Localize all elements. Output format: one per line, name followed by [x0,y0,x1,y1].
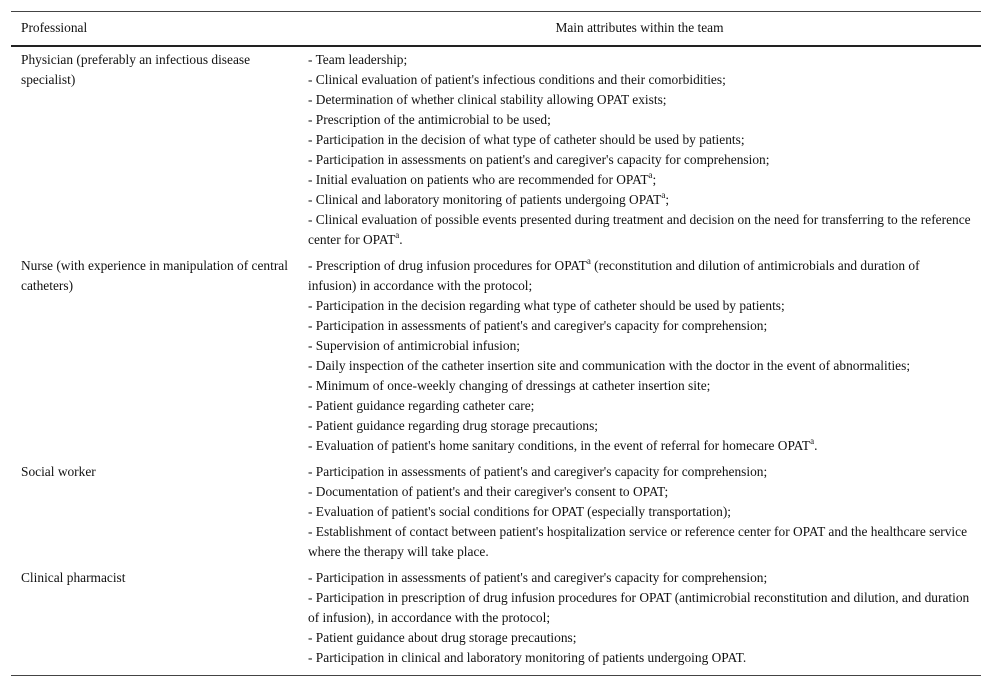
attribute-item [308,150,971,170]
attribute-item [308,170,971,190]
attribute-item [308,396,971,416]
attribute-text: - Team leadership; [308,52,408,67]
attribute-item [308,416,971,436]
attribute-item [308,502,971,522]
attributes-cell [298,565,981,676]
footnote-marker: a [395,229,400,240]
table-row [11,46,981,253]
attribute-text: - Prescription of the antimicrobial to be used; [308,112,551,127]
attribute-item [308,90,971,110]
attributes-cell [298,253,981,459]
attribute-text-suffix: (reconstitution and dilution of antimicrobials and duration of infusion) in accordance with the protocol; [308,258,920,293]
attribute-item [308,210,971,250]
attributes-table-container [11,11,981,676]
attribute-item [308,522,971,562]
attribute-text: - Participation in assessments of patient's and caregiver's capacity for comprehension; [308,570,768,585]
attribute-item [308,316,971,336]
attribute-item [308,568,971,588]
attribute-text: - Daily inspection of the catheter insertion site and communication with the doctor in the event of abnormalities; [308,358,911,373]
footnote-marker: a [810,435,815,446]
attribute-item [308,70,971,90]
attribute-text: - Participation in prescription of drug infusion procedures for OPAT (antimicrobial reconstitution and dilution, and duration of infusion), in accordance with the protocol; [308,590,970,625]
header-professional: Professional [11,12,298,47]
attribute-text: - Clinical and laboratory monitoring of patients undergoing OPAT [308,192,662,207]
table-body [11,46,981,676]
attribute-text: - Patient guidance regarding catheter care; [308,398,535,413]
attribute-text: - Patient guidance about drug storage precautions; [308,630,577,645]
attribute-text: - Participation in the decision regarding what type of catheter should be used by patients; [308,298,785,313]
attribute-text: - Participation in the decision of what type of catheter should be used by patients; [308,132,745,147]
attribute-item [308,50,971,70]
attribute-item [308,648,971,668]
attribute-text: - Documentation of patient's and their caregiver's consent to OPAT; [308,484,669,499]
attribute-item [308,110,971,130]
footnote-marker: a [648,169,653,180]
attribute-text-suffix: ; [652,172,657,187]
table-row [11,253,981,459]
attribute-text: - Initial evaluation on patients who are recommended for OPAT [308,172,649,187]
attribute-item [308,130,971,150]
attribute-text: - Clinical evaluation of patient's infectious conditions and their comorbidities; [308,72,726,87]
attribute-text: - Patient guidance regarding drug storage precautions; [308,418,599,433]
attribute-text: - Supervision of antimicrobial infusion; [308,338,520,353]
professional-cell: Physician (preferably an infectious disease specialist) [21,52,251,87]
attribute-text: - Evaluation of patient's social conditions for OPAT (especially transportation); [308,504,732,519]
attribute-text: - Participation in assessments on patient's and caregiver's capacity for comprehension; [308,152,770,167]
footnote-marker: a [586,255,591,266]
attribute-text: - Minimum of once-weekly changing of dressings at catheter insertion site; [308,378,711,393]
attribute-text: - Participation in assessments of patient's and caregiver's capacity for comprehension; [308,318,768,333]
attribute-item [308,482,971,502]
attribute-item [308,190,971,210]
attribute-text: - Prescription of drug infusion procedures for OPAT [308,258,587,273]
professional-cell: Nurse (with experience in manipulation of central catheters) [21,258,288,293]
attributes-cell [298,46,981,253]
team-attributes-table [11,11,981,676]
attribute-text: - Clinical evaluation of possible events presented during treatment and decision on the need for transferring to the reference center for OPAT [308,212,971,247]
table-row [11,565,981,676]
attribute-text: - Determination of whether clinical stability allowing OPAT exists; [308,92,667,107]
attribute-item [308,296,971,316]
professional-cell: Clinical pharmacist [11,565,298,676]
header-attributes: Main attributes within the team [298,12,981,47]
attribute-item [308,356,971,376]
attributes-cell [298,459,981,565]
table-row [11,459,981,565]
attribute-item [308,376,971,396]
attribute-item [308,588,971,628]
attribute-text: - Establishment of contact between patient's hospitalization service or reference center for OPAT and the healthcare service where the therapy will take place. [308,524,968,559]
professional-cell: Social worker [21,464,96,479]
attribute-item [308,256,971,296]
attribute-item [308,436,971,456]
header-row [11,12,981,47]
table-header [11,12,981,47]
attribute-text-suffix: . [399,232,403,247]
attribute-text: - Participation in clinical and laboratory monitoring of patients undergoing OPAT. [308,650,747,665]
attribute-item [308,628,971,648]
attribute-text: - Evaluation of patient's home sanitary conditions, in the event of referral for homecare OPAT [308,438,811,453]
attribute-text: - Participation in assessments of patient's and caregiver's capacity for comprehension; [308,464,768,479]
footnote-marker: a [661,189,666,200]
attribute-item [308,462,971,482]
attribute-text-suffix: . [814,438,818,453]
attribute-item [308,336,971,356]
attribute-text-suffix: ; [665,192,670,207]
